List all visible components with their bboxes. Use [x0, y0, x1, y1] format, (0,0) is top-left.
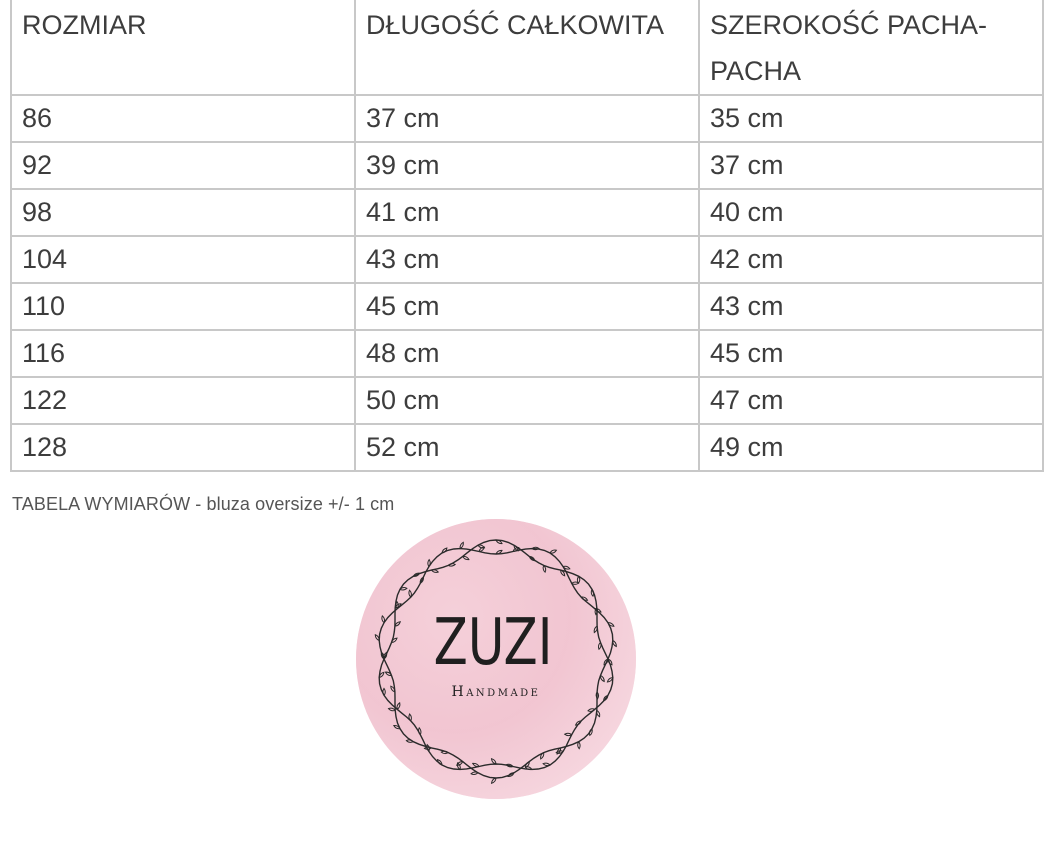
table-row	[11, 377, 1043, 424]
length-cell: 43 cm	[355, 236, 699, 283]
width-cell: 43 cm	[699, 283, 1043, 330]
width-cell: 49 cm	[699, 424, 1043, 471]
length-cell: 52 cm	[355, 424, 699, 471]
logo-name: ZUZI	[433, 604, 553, 680]
header-dlugosc: DŁUGOŚĆ CAŁKOWITA	[355, 0, 699, 95]
table-header-row	[11, 0, 1043, 95]
size-cell: 92	[11, 142, 355, 189]
size-cell: 104	[11, 236, 355, 283]
logo-tagline: Handmade	[451, 684, 541, 700]
table-row	[11, 95, 1043, 142]
width-cell: 47 cm	[699, 377, 1043, 424]
table-row	[11, 330, 1043, 377]
width-cell: 37 cm	[699, 142, 1043, 189]
length-cell: 39 cm	[355, 142, 699, 189]
zuzi-logo	[355, 518, 637, 800]
table-row	[11, 236, 1043, 283]
size-cell: 110	[11, 283, 355, 330]
width-cell: 45 cm	[699, 330, 1043, 377]
table-caption: TABELA WYMIARÓW - bluza oversize +/- 1 cm	[12, 494, 395, 514]
size-cell: 86	[11, 95, 355, 142]
length-cell: 45 cm	[355, 283, 699, 330]
header-rozmiar: ROZMIAR	[11, 0, 355, 95]
table-row	[11, 283, 1043, 330]
size-cell: 128	[11, 424, 355, 471]
header-szerokosc: SZEROKOŚĆ PACHA-PACHA	[699, 0, 1043, 95]
width-cell: 35 cm	[699, 95, 1043, 142]
table-row	[11, 142, 1043, 189]
table-row	[11, 424, 1043, 471]
length-cell: 41 cm	[355, 189, 699, 236]
length-cell: 50 cm	[355, 377, 699, 424]
size-cell: 98	[11, 189, 355, 236]
size-table	[10, 0, 1044, 472]
size-cell: 122	[11, 377, 355, 424]
table-row	[11, 189, 1043, 236]
size-cell: 116	[11, 330, 355, 377]
width-cell: 40 cm	[699, 189, 1043, 236]
length-cell: 48 cm	[355, 330, 699, 377]
length-cell: 37 cm	[355, 95, 699, 142]
width-cell: 42 cm	[699, 236, 1043, 283]
